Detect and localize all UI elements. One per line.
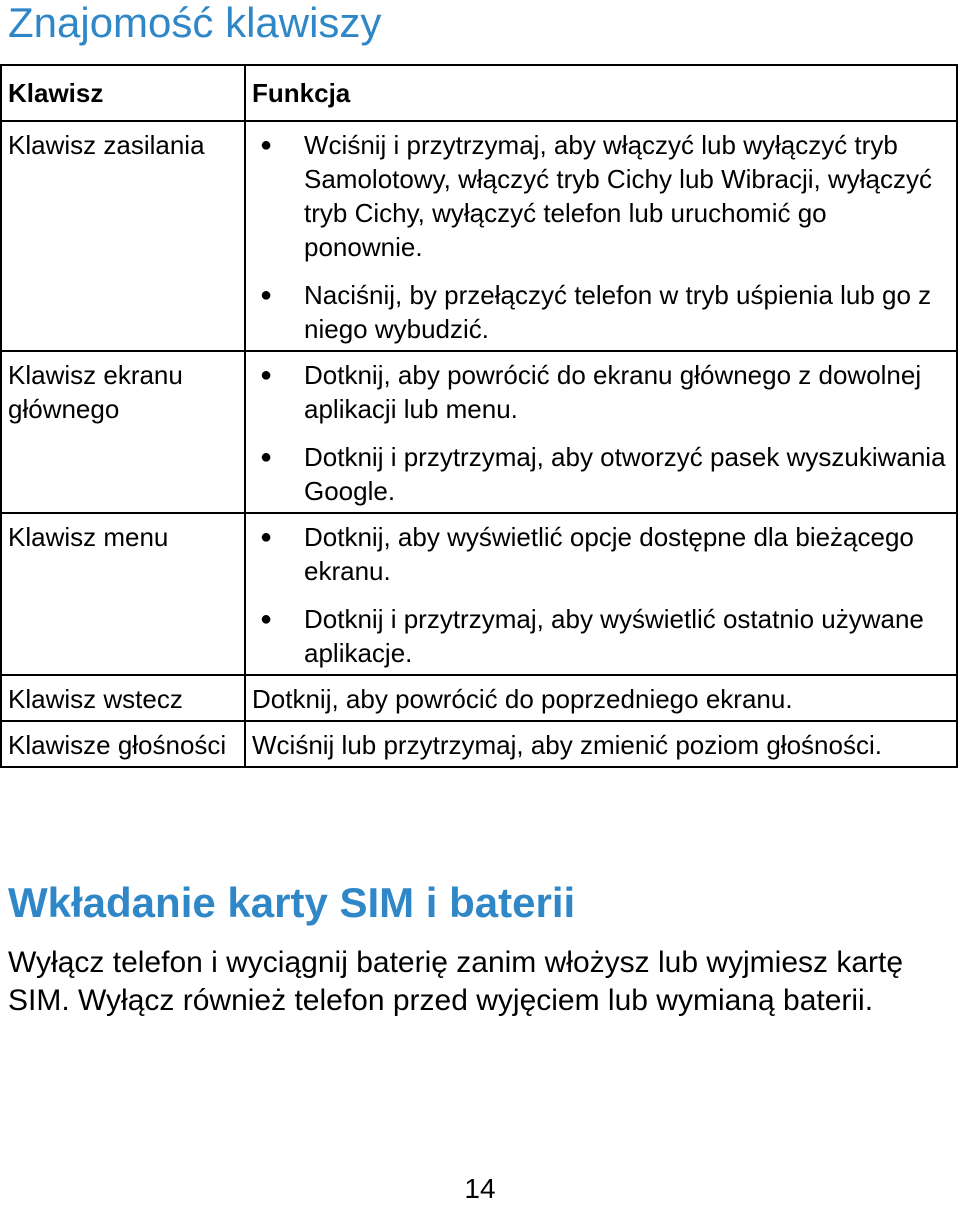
key-cell-menu: Klawisz menu [1, 513, 245, 675]
section-title-sim-battery: Wkładanie karty SIM i baterii [8, 879, 576, 926]
function-text: Dotknij i przytrzymaj, aby otworzyć pasek wyszukiwania Google. [304, 442, 946, 506]
function-text: Wciśnij lub przytrzymaj, aby zmienić poziom głośności. [252, 730, 882, 760]
function-cell-menu [245, 513, 957, 675]
bullet-icon: ● [260, 284, 273, 306]
function-text: Dotknij, aby powrócić do ekranu głównego z dowolnej aplikacji lub menu. [304, 360, 922, 424]
key-cell-back: Klawisz wstecz [1, 675, 245, 721]
header-key: Klawisz [1, 65, 245, 121]
key-cell-volume: Klawisze głośności [1, 721, 245, 767]
function-text: Wciśnij i przytrzymaj, aby włączyć lub wyłączyć tryb Samolotowy, włączyć tryb Cichy lub Wibracji, wyłączyć tryb Cichy, wyłączyć telefon lub uruchomić go ponownie. [304, 130, 932, 262]
function-cell-back [245, 675, 957, 721]
function-text: Dotknij, aby wyświetlić opcje dostępne dla bieżącego ekranu. [304, 522, 914, 586]
function-text: Dotknij, aby powrócić do poprzedniego ekranu. [252, 684, 793, 714]
keys-table [0, 64, 958, 768]
sim-battery-paragraph: Wyłącz telefon i wyciągnij baterię zanim włożysz lub wyjmiesz kartę SIM. Wyłącz również telefon przed wyjęciem lub wymianą baterii. [8, 946, 904, 1017]
function-cell-volume [245, 721, 957, 767]
table-row [1, 721, 957, 767]
page-number: 14 [464, 1173, 496, 1204]
header-function: Funkcja [245, 65, 957, 121]
bullet-icon: ● [260, 364, 273, 386]
table-row [1, 121, 957, 351]
list-item [252, 602, 950, 670]
key-cell-home: Klawisz ekranu głównego [1, 351, 245, 513]
table-header-row [1, 65, 957, 121]
section-title-keys: Znajomość klawiszy [8, 0, 382, 46]
list-item [252, 278, 950, 346]
bullet-icon: ● [260, 446, 273, 468]
bullet-icon: ● [260, 526, 273, 548]
function-cell-home [245, 351, 957, 513]
function-cell-power [245, 121, 957, 351]
bullet-icon: ● [260, 134, 273, 156]
table-row [1, 513, 957, 675]
bullet-icon: ● [260, 608, 273, 630]
list-item [252, 128, 950, 264]
list-item [252, 440, 950, 508]
list-item [252, 520, 950, 588]
key-cell-power: Klawisz zasilania [1, 121, 245, 351]
table-row [1, 675, 957, 721]
function-text: Naciśnij, by przełączyć telefon w tryb uśpienia lub go z niego wybudzić. [304, 280, 932, 344]
function-text: Dotknij i przytrzymaj, aby wyświetlić ostatnio używane aplikacje. [304, 604, 924, 668]
table-row [1, 351, 957, 513]
list-item [252, 358, 950, 426]
